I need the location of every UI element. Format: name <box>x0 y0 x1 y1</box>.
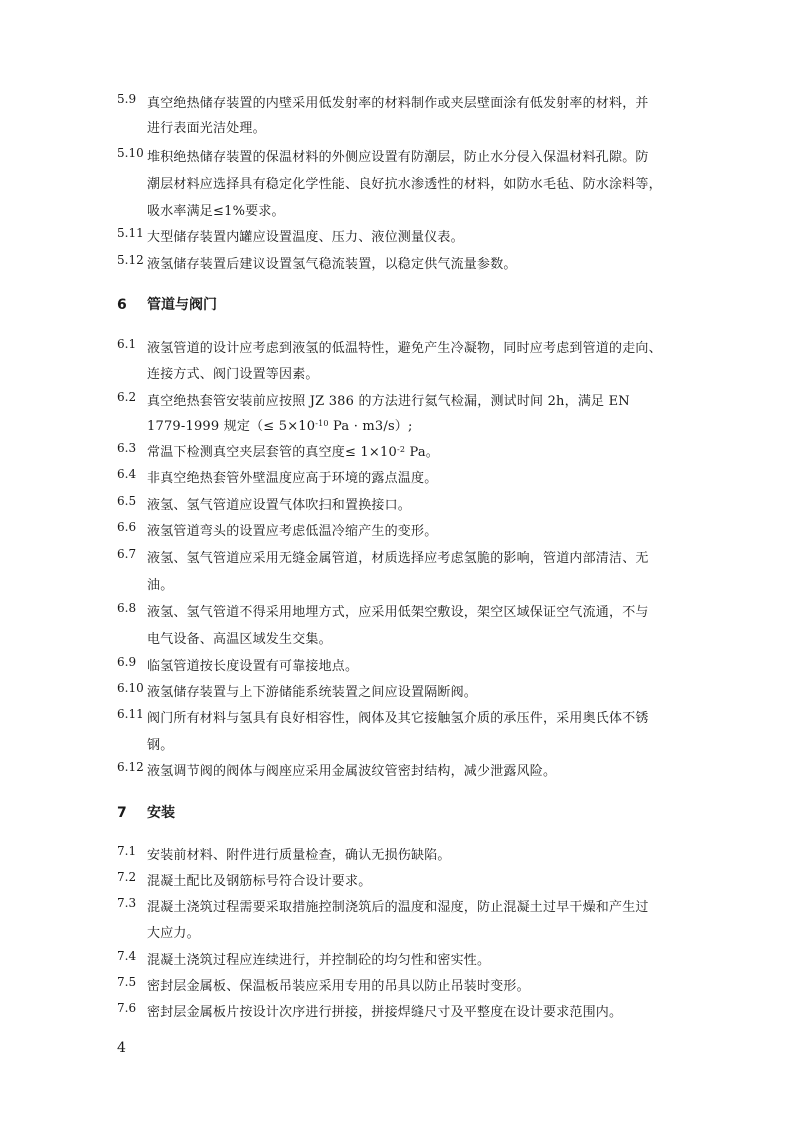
clause-number: 6.6 <box>117 520 137 534</box>
section-heading-7 <box>117 801 175 825</box>
clause-text: 液氢管道的设计应考虑到液氢的低温特性，避免产生冷凝物，同时应考虑到管道的走向、 <box>147 341 662 356</box>
clause-number: 6.3 <box>117 441 137 455</box>
clause-number: 6.9 <box>117 655 137 669</box>
clause-number: 5.10 <box>117 146 144 160</box>
clause-number: 7.2 <box>117 870 137 884</box>
clause-text: 安装前材料、附件进行质量检查，确认无损伤缺陷。 <box>147 848 451 863</box>
clause-text-part: Pa。 <box>405 445 439 460</box>
clause-text: 液氢储存装置后建议设置氢气稳流装置，以稳定供气流量参数。 <box>147 257 517 272</box>
clause-text: 混凝土配比及钢筋标号符合设计要求。 <box>147 874 372 889</box>
clause-text-part: 常温下检测真空夹层套管的真空度≤ 1×10 <box>147 445 397 460</box>
clause-text-continued: 钢。 <box>147 738 174 753</box>
clause-number: 6.1 <box>117 337 137 351</box>
clause-text: 液氢、氢气管道应设置气体吹扫和置换接口。 <box>147 498 412 513</box>
exponent: -2 <box>396 445 406 454</box>
clause-text: 混凝土浇筑过程需要采取措施控制浇筑后的温度和湿度，防止混凝土过早干燥和产生过 <box>147 900 649 915</box>
clause-number: 6.8 <box>117 601 137 615</box>
clause-number: 7.3 <box>117 896 137 910</box>
section-number: 6 <box>117 297 127 313</box>
clause-text-part: 1779-1999 规定（≤ 5×10 <box>147 419 316 434</box>
clause-number: 6.4 <box>117 467 137 481</box>
section-number: 7 <box>117 805 127 821</box>
clause-text: 液氢管道弯头的设置应考虑低温冷缩产生的变形。 <box>147 524 438 539</box>
clause-number: 7.5 <box>117 975 137 989</box>
clause-text: 混凝土浇筑过程应连续进行，并控制砼的均匀性和密实性。 <box>147 953 491 968</box>
clause-number: 6.10 <box>117 681 144 695</box>
page-number: 4 <box>117 1040 126 1056</box>
clause-text: 液氢储存装置与上下游储能系统装置之间应设置隔断阀。 <box>147 685 478 700</box>
clause-text-continued: 油。 <box>147 578 174 593</box>
clause-number: 5.11 <box>117 226 144 240</box>
clause-text: 密封层金属板、保温板吊装应采用专用的吊具以防止吊装时变形。 <box>147 979 530 994</box>
clause-text: 大型储存装置内罐应设置温度、压力、液位测量仪表。 <box>147 230 464 245</box>
clause-number: 6.5 <box>117 494 137 508</box>
clause-number: 5.12 <box>117 253 144 267</box>
clause-text-continued <box>147 415 413 439</box>
clause-text: 液氢调节阀的阀体与阀座应采用金属波纹管密封结构，减少泄露风险。 <box>147 764 557 779</box>
clause-text-continued: 连接方式、阀门设置等因素。 <box>147 367 319 382</box>
clause-text-continued: 吸水率满足≤1%要求。 <box>147 204 285 219</box>
clause-text: 液氢、氢气管道应采用无缝金属管道，材质选择应考虑氢脆的影响，管道内部清洁、无 <box>147 551 649 566</box>
clause-number: 6.7 <box>117 547 137 561</box>
clause-text: 堆积绝热储存装置的保温材料的外侧应设置有防潮层，防止水分侵入保温材料孔隙。防 <box>147 150 649 165</box>
clause-text: 阀门所有材料与氢具有良好相容性，阀体及其它接触氢介质的承压件，采用奥氏体不锈 <box>147 711 649 726</box>
exponent: -10 <box>315 419 329 428</box>
clause-text: 真空绝热储存装置的内壁采用低发射率的材料制作或夹层壁面涂有低发射率的材料，并 <box>147 96 649 111</box>
clause-number: 6.11 <box>117 707 144 721</box>
clause-text <box>147 441 439 460</box>
clause-text-continued: 大应力。 <box>147 926 200 941</box>
clause-number: 6.2 <box>117 390 137 404</box>
clause-text: 密封层金属板片按设计次序进行拼接，拼接焊缝尺寸及平整度在设计要求范围内。 <box>147 1005 623 1020</box>
clause-number: 7.6 <box>117 1001 137 1015</box>
section-heading-6 <box>117 293 217 317</box>
clause-number: 7.4 <box>117 949 137 963</box>
clause-number: 7.1 <box>117 844 137 858</box>
clause-text-part: Pa · m3/s）; <box>328 419 413 434</box>
clause-number: 6.12 <box>117 760 144 774</box>
clause-text-continued: 潮层材料应选择具有稳定化学性能、良好抗水渗透性的材料，如防水毛毡、防水涂料等， <box>147 177 662 192</box>
clause-text: 非真空绝热套管外壁温度应高于环境的露点温度。 <box>147 471 438 486</box>
section-title: 安装 <box>147 805 175 821</box>
clause-text-continued: 进行表面光洁处理。 <box>147 121 266 136</box>
clause-number: 5.9 <box>117 92 137 106</box>
clause-text: 液氢、氢气管道不得采用地埋方式，应采用低架空敷设，架空区域保证空气流通，不与 <box>147 605 649 620</box>
clause-text-continued: 电气设备、高温区域发生交集。 <box>147 632 332 647</box>
clause-text: 真空绝热套管安装前应按照 JZ 386 的方法进行氦气检漏，测试时间 2h，满足 EN <box>147 394 630 409</box>
section-title: 管道与阀门 <box>147 297 217 313</box>
clause-text: 临氢管道按长度设置有可靠接地点。 <box>147 659 359 674</box>
